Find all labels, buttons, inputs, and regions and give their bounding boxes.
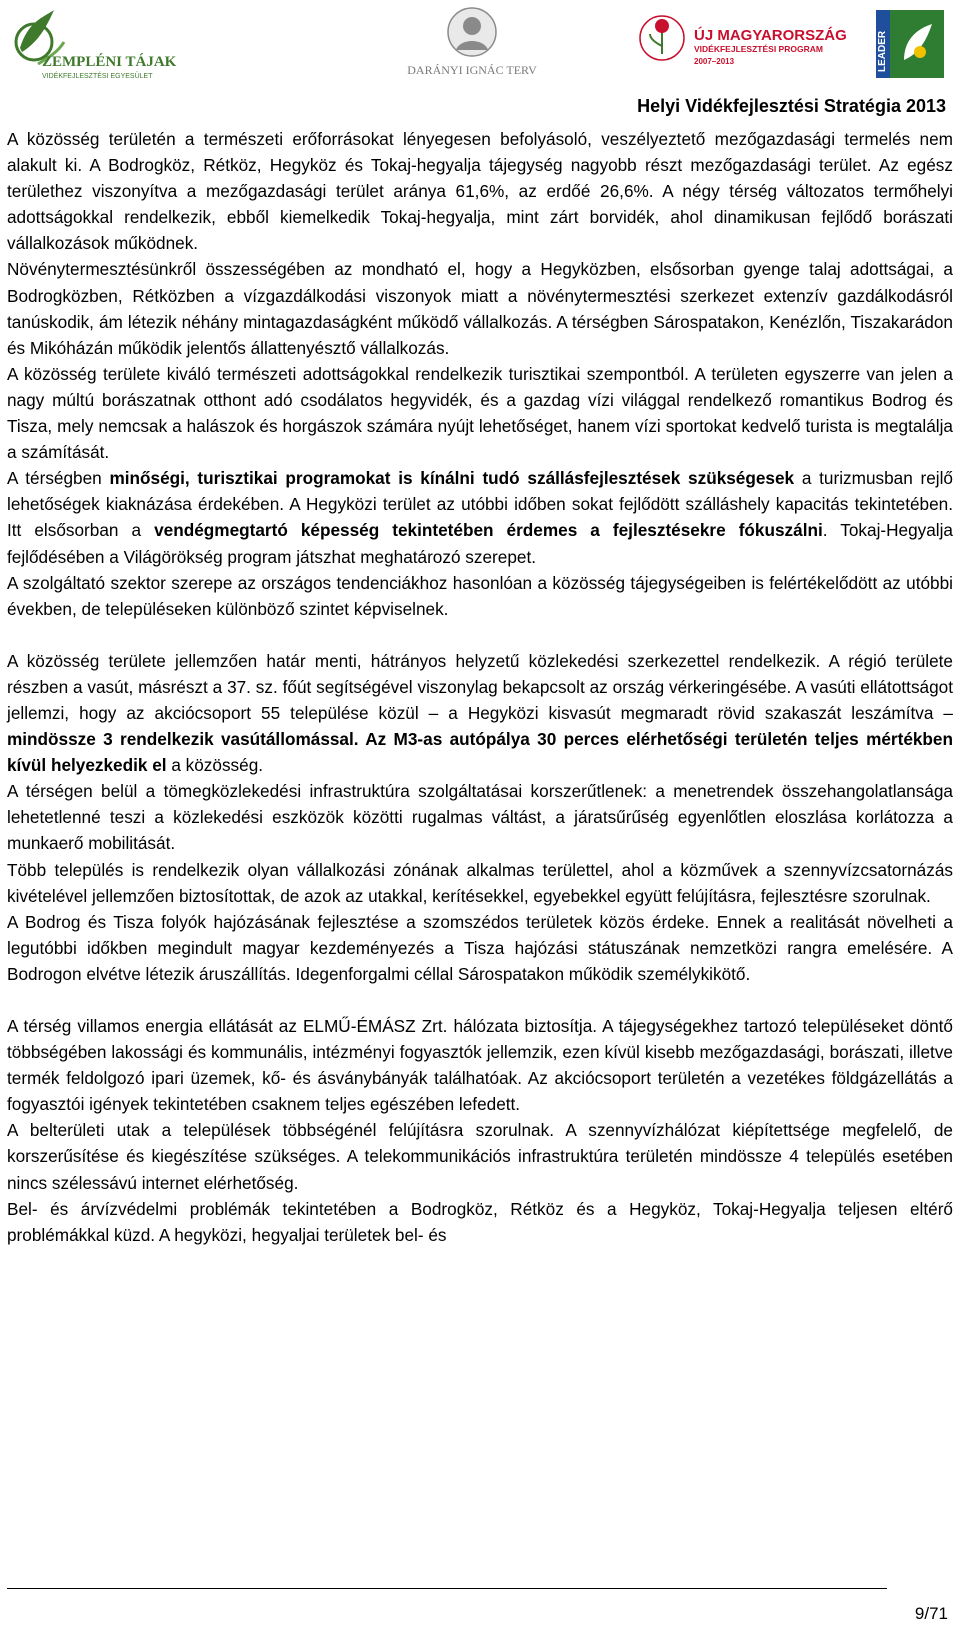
paragraph-tourism: A közösség területe kiváló természeti adottságokkal rendelkezik turisztikai szempontból. A területen egyszerre van jelen a nagy múltú borászatnak otthont adó csodálatos hegyvidék, és a gazdag vízi világgal rendelkező romantikus Bodrog és Tisza, mely nemcsak a halászok és horgászok számára nyújt lehetőséget, hanem vízi sportokat kedvelő turista is megtalálja a számítását. (7, 363, 953, 463)
leader-text: LEADER (877, 30, 888, 72)
paragraph-energy: A térség villamos energia ellátását az ELMŰ-ÉMÁSZ Zrt. hálózata biztosítja. A tájegységekhez tartozó településeket döntő többségében lakossági és kommunális, intézményi fogyasztók jellemzik, ezen kívül kisebb mezőgazdasági, borászati, illetve termék feldolgozó ipari üzemek, kő- és ásványbányák találhatóak. Az akciócsoport területén a vezetékes földgázellátás a fogyasztói igények tekintetében csaknem teljes egészében lefedett. (7, 1016, 953, 1115)
page-header (0, 0, 960, 90)
paragraph-shipping: A Bodrog és Tisza folyók hajózásának fejlesztése a szomszédos területek közös érdeke. Ennek a realitását növelheti a legutóbbi időkben megindult magyar kezdeményezés a Tisza hajózási státuszának nemzetközi rangra emelésére. A Bodrogon elvétve létezik áruszállítás. Idegenforgalmi céllal Sárospatakon működik személykikötő. (7, 911, 953, 984)
strategy-title: Helyi Vidékfejlesztési Stratégia 2013 (637, 96, 946, 116)
uj-magyarorszag-title: ÚJ MAGYARORSZÁG (694, 27, 847, 44)
uj-magyarorszag-years: 2007–2013 (694, 57, 735, 66)
uj-magyarorszag-logo (636, 2, 868, 84)
uj-magyarorszag-subtitle: VIDÉKFEJLESZTÉSI PROGRAM (694, 44, 823, 54)
paragraph-accommodation: A térségben minőségi, turisztikai programokat is kínálni tudó szállásfejlesztések szükségesek a turizmusban rejlő lehetőségek kiaknázása érdekében. A Hegyközi terület az utóbbi időben sokat fejlődött szálláshely kapacitás tekintetében. Itt elsősorban a vendégmegtartó képesség tekintetében érdemes a fejlesztésekre fókuszálni. Tokaj-Hegyalja fejlődésében a Világörökség program játszhat meghatározó szerepet. (7, 468, 953, 567)
paragraph-public-transport: A térségen belül a tömegközlekedési infrastruktúra szolgáltatásai korszerűtlenek: a menetrendek összehangolatlansága lehetetlenné teszi a közlekedési eszközök közötti rugalmas váltást, a járatsűrűség egyenlőtlen eloszlása korlátozza a munkaerő mobilitását. (7, 781, 953, 854)
bold-accommodation-development: minőségi, turisztikai programokat is kínálni tudó szállásfejlesztések szükségesek (109, 468, 795, 489)
daranyi-ignac-terv-logo (384, 2, 560, 84)
leader-logo (874, 2, 946, 82)
paragraph-roads-telecom: A belterületi utak a települések többségénél felújításra szorulnak. A szennyvízhálózat kiépítettsége megfelelő, de korszerűsítése és kiegészítése szükséges. A telekommunikációs infrastruktúra területén mindössze 4 település esetében nincs szélessávú internet elérhetőség. (7, 1120, 953, 1193)
bold-guest-retention: vendégmegtartó képesség tekintetében érdemes a fejlesztésekre fókuszálni (154, 520, 823, 541)
paragraph-service-sector: A szolgáltató szektor szerepe az országos tendenciákhoz hasonlóan a közösség tájegységeiben is felértékelődött az utóbbi években, de településeken különböző szintet képviselnek. (7, 572, 953, 619)
zempleni-subtitle: VIDÉKFEJLESZTÉSI EGYESÜLET (42, 73, 153, 80)
document-body (7, 126, 953, 1248)
paragraph-transport: A közösség területe jellemzően határ menti, hátrányos helyzetű közlekedési szerkezettel rendelkezik. A régió területe részben a vasút, másrészt a 37. sz. főút segítségével viszonylag bekapcsolt az ország vérkeringésébe. A vasúti ellátottságot jellemzi, hogy az akciócsoport 55 települése közül – a Hegyközi kisvasút megmaradt rövid szakaszát leszámítva – mindössze 3 rendelkezik vasútállomással. Az M3-as autópálya 30 perces elérhetőségi területén teljes mértékben kívül helyezkedik el a közösség. (7, 650, 953, 776)
bold-railway-stations: mindössze 3 rendelkezik vasútállomással. Az M3-as autópálya 30 perces elérhetőségi területén teljes mértékben kívül helyezkedik el (7, 729, 953, 776)
paragraph-crop-production: Növénytermesztésünkről összességében az mondható el, hogy a Hegyközben, elsősorban gyenge talaj adottságai, a Bodrogközben, Rétközben a vízgazdálkodási viszonyok miatt a növénytermesztési szerkezet extenzív gazdálkodásról tanúskodik, ám létezik néhány mintagazdaságként működő vállalkozás. A térségben Sárospatakon, Kenézlőn, Tiszakarádon és Mikóházán működik jelentős állattenyésztő vállalkozás. (7, 259, 953, 358)
paragraph-business-zones: Több település is rendelkezik olyan vállalkozási zónának alkalmas területtel, ahol a közművek a szennyvízcsatornázás kivételével jellemzően biztosítottak, de azok az utakkal, kerítésekkel, egyebekkel együtt felújításra, fejlesztésre szorulnak. (7, 859, 953, 906)
zempleni-title: ZEMPLÉNI TÁJAK (42, 54, 177, 70)
paragraph-flood-protection: Bel- és árvízvédelmi problémák tekintetében a Bodrogköz, Rétköz és a Hegyköz, Tokaj-Hegyalja teljesen eltérő problémákkal küzd. A hegyközi, hegyaljai területek bel- és (7, 1198, 953, 1245)
zempleni-tajak-logo (8, 2, 188, 84)
daranyi-text: DARÁNYI IGNÁC TERV (407, 63, 537, 77)
footer-divider (7, 1588, 887, 1589)
page-number: 9/71 (914, 1604, 948, 1623)
paragraph-agriculture: A közösség területén a természeti erőforrásokat lényegesen befolyásoló, veszélyeztető mezőgazdasági termelés nem alakult ki. A Bodrogköz, Rétköz, Hegyköz és Tokaj-hegyalja tájegység nagyobb részt mezőgazdasági terület. Az egész területhez viszonyítva a mezőgazdasági terület aránya 61,6%, az erdőé 26,6%. A négy térség változatos termőhelyi adottságokkal rendelkezik, ebből kiemelkedik Tokaj-hegyalja, mint zárt borvidék, ahol dinamikusan fejlődő borászati vállalkozások működnek. (7, 129, 953, 254)
